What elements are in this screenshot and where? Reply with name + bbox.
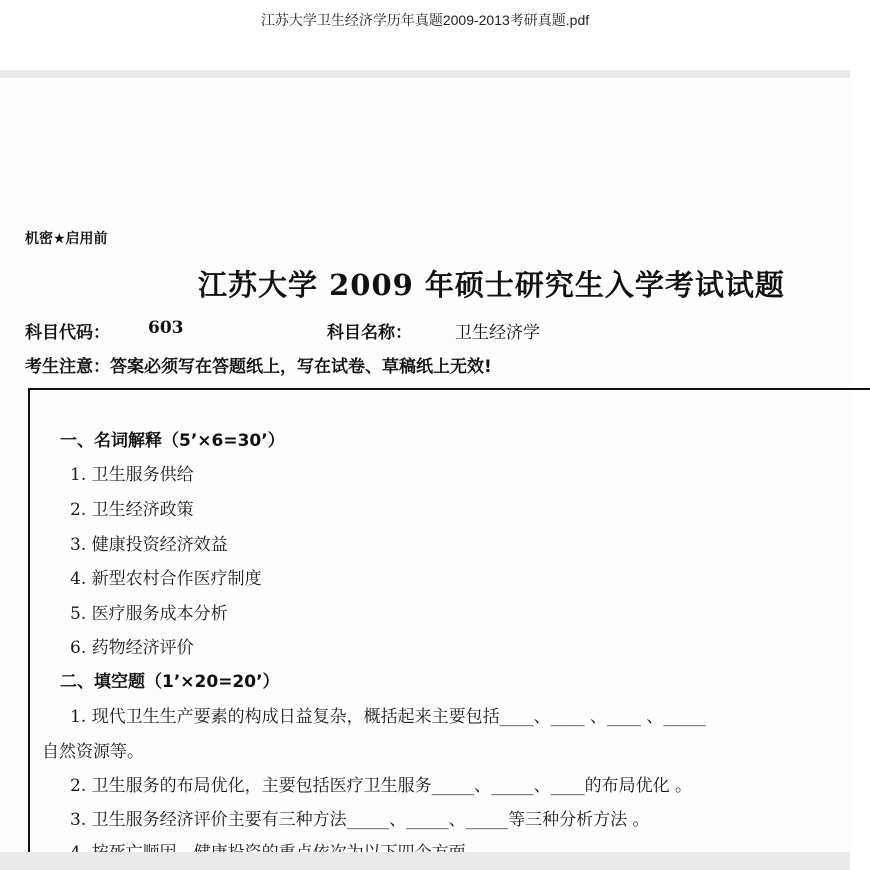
subject-code-value: 603: [148, 318, 184, 338]
viewer-bottom-bar: [0, 852, 850, 870]
section-heading-fill-blank: 二、填空题（1’×20=20’）: [60, 672, 280, 692]
secret-mark: 机密★启用前: [25, 231, 108, 247]
exam-notice: 考生注意：答案必须写在答题纸上，写在试卷、草稿纸上无效!: [25, 357, 492, 377]
question-line: 1. 现代卫生生产要素的构成日益复杂，概括起来主要包括____、____ 、____ 、_____: [70, 707, 706, 727]
list-item: 4. 新型农村合作医疗制度: [70, 569, 262, 589]
document-title-bar: [0, 0, 850, 70]
list-item: 1. 卫生服务供给: [70, 465, 194, 485]
document-title: 江苏大学卫生经济学历年真题2009-2013考研真题.pdf: [260, 12, 590, 28]
section-heading-definitions: 一、名词解释（5’×6=30’）: [60, 431, 285, 451]
list-item: 2. 卫生经济政策: [70, 500, 194, 520]
list-item: 6. 药物经济评价: [70, 638, 194, 658]
question-line-continued: 自然资源等。: [42, 742, 144, 762]
question-line: 3. 卫生服务经济评价主要有三种方法_____、_____、_____等三种分析方法 。: [70, 810, 650, 830]
subject-name-label: 科目名称：: [327, 323, 412, 343]
subject-name-value: 卫生经济学: [455, 323, 540, 343]
list-item: 5. 医疗服务成本分析: [70, 604, 228, 624]
toolbar-separator: [0, 70, 850, 78]
exam-title: 江苏大学 2009 年硕士研究生入学考试试题: [198, 268, 785, 302]
pdf-page[interactable]: [0, 78, 850, 852]
subject-code-label: 科目代码：: [25, 323, 110, 343]
question-line: 2. 卫生服务的布局优化，主要包括医疗卫生服务_____、_____、____的布局优化 。: [70, 776, 693, 796]
list-item: 3. 健康投资经济效益: [70, 535, 228, 555]
